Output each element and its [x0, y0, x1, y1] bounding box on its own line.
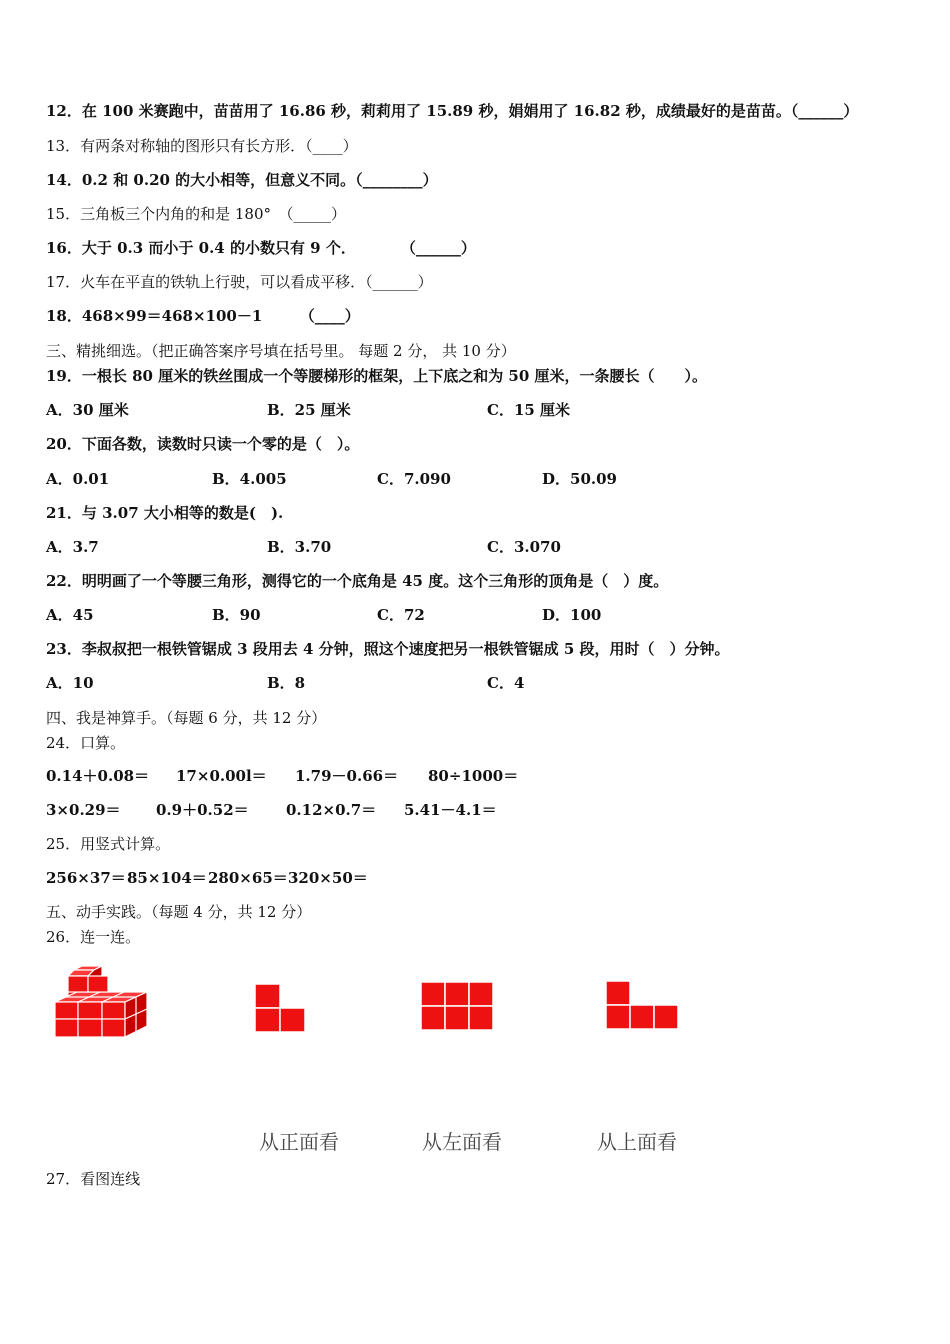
- q17: 17．火车在平直的铁轨上行驶，可以看成平移．（______）: [46, 273, 433, 291]
- view-label-left: 从左面看: [422, 1130, 502, 1154]
- q25-expr: 320×50＝: [288, 869, 368, 887]
- q24-expr: 3×0.29＝: [46, 801, 121, 819]
- view-shape-l-long: [605, 980, 680, 1030]
- view-shape-rectangle: [420, 981, 494, 1031]
- q23-option-b: B．8: [267, 674, 306, 692]
- q22-option-c: C．72: [377, 606, 425, 624]
- q20-option-b: B．4.005: [212, 470, 287, 488]
- q19-option-b: B．25 厘米: [267, 401, 351, 419]
- q26: 26．连一连。: [46, 928, 141, 946]
- q21-option-b: B．3.70: [267, 538, 332, 556]
- q27: 27．看图连线: [46, 1170, 141, 1188]
- q19-option-c: C．15 厘米: [487, 401, 571, 419]
- q20: 20．下面各数，读数时只读一个零的是（ ）。: [46, 435, 360, 453]
- q24-expr: 0.14＋0.08＝: [46, 767, 150, 785]
- q22: 22．明明画了一个等腰三角形，测得它的一个底角是 45 度。这个三角形的顶角是（ ）度。: [46, 572, 669, 590]
- q24-expr: 0.9＋0.52＝: [156, 801, 249, 819]
- q24-expr: 0.12×0.7＝: [286, 801, 377, 819]
- section4-title: 四、我是神算手。（每题 6 分，共 12 分）: [46, 709, 327, 727]
- q23-option-c: C．4: [487, 674, 525, 692]
- view-shape-l-small: [254, 983, 306, 1033]
- q24-expr: 5.41－4.1＝: [404, 801, 497, 819]
- q14: 14．0.2 和 0.20 的大小相等，但意义不同。（________）: [46, 171, 438, 189]
- q25: 25．用竖式计算。: [46, 835, 171, 853]
- section5-title: 五、动手实践。（每题 4 分，共 12 分）: [46, 903, 312, 921]
- q25-expr: 85×104＝: [127, 869, 207, 887]
- q20-option-d: D．50.09: [542, 470, 617, 488]
- q22-option-b: B．90: [212, 606, 261, 624]
- q19: 19．一根长 80 厘米的铁丝围成一个等腰梯形的框架，上下底之和为 50 厘米，一条腰长（ ）。: [46, 367, 708, 385]
- q21-option-c: C．3.070: [487, 538, 561, 556]
- view-label-front: 从正面看: [259, 1130, 339, 1154]
- q15: 15．三角板三个内角的和是 180° （_____）: [46, 205, 346, 223]
- q20-option-c: C．7.090: [377, 470, 451, 488]
- section3-title: 三、精挑细选。（把正确答案序号填在括号里。 每题 2 分， 共 10 分）: [46, 342, 516, 360]
- q18: 18．468×99＝468×100－1 （____）: [46, 307, 360, 325]
- q22-option-d: D．100: [542, 606, 602, 624]
- q20-option-a: A．0.01: [46, 470, 110, 488]
- q21: 21．与 3.07 大小相等的数是( ).: [46, 504, 284, 522]
- q24: 24．口算。: [46, 734, 126, 752]
- q21-option-a: A．3.7: [46, 538, 99, 556]
- q19-option-a: A．30 厘米: [46, 401, 129, 419]
- q22-option-a: A．45: [46, 606, 94, 624]
- q24-expr: 1.79－0.66＝: [295, 767, 399, 785]
- q24-expr: 80÷1000＝: [428, 767, 519, 785]
- cube-solid-figure: [52, 966, 152, 1042]
- q16: 16．大于 0.3 而小于 0.4 的小数只有 9 个． （______）: [46, 239, 476, 257]
- q23: 23．李叔叔把一根铁管锯成 3 段用去 4 分钟，照这个速度把另一根铁管锯成 5 段，用时（ ）分钟。: [46, 640, 730, 658]
- q24-expr: 17×0.00l＝: [176, 767, 267, 785]
- q23-option-a: A．10: [46, 674, 94, 692]
- q25-expr: 280×65＝: [208, 869, 288, 887]
- q25-expr: 256×37＝: [46, 869, 126, 887]
- view-label-top: 从上面看: [597, 1130, 677, 1154]
- q13: 13．有两条对称轴的图形只有长方形．（____）: [46, 137, 358, 155]
- q12: 12．在 100 米赛跑中，苗苗用了 16.86 秒，莉莉用了 15.89 秒，娟娟用了 16.82 秒，成绩最好的是苗苗。（______）: [46, 102, 859, 120]
